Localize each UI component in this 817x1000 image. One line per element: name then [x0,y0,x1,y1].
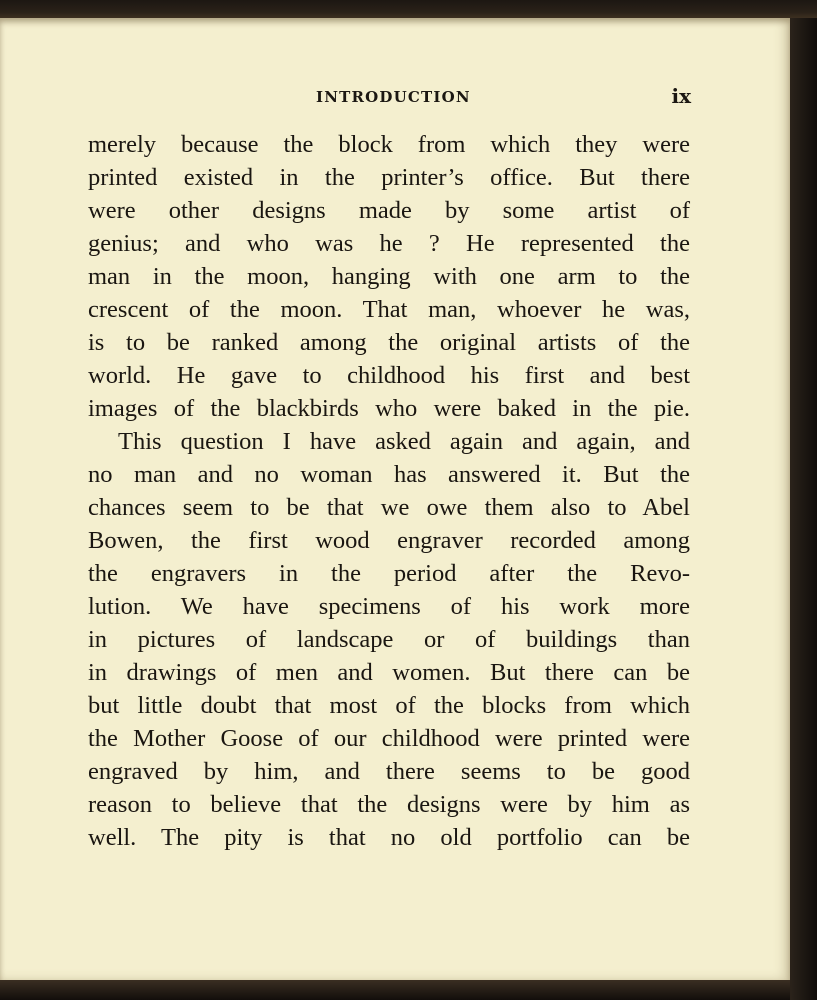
text-line: Bowen, the first wood engraver recorded among [88,527,690,554]
text-line: genius; and who was he ? He represented the [88,230,690,257]
body-text [88,128,690,854]
text-line: engraved by him, and there seems to be good [88,758,690,785]
book-bottom-edge [0,980,790,1000]
text-line: is to be ranked among the original artists of the [88,329,690,356]
text-line: well. The pity is that no old portfolio can be [88,824,690,851]
text-line: in drawings of men and women. But there can be [88,659,690,686]
text-line: world. He gave to childhood his first and best [88,362,690,389]
text-line: the engravers in the period after the Revo- [88,560,690,587]
running-head: INTRODUCTION [316,88,471,106]
text-line: but little doubt that most of the blocks from which [88,692,690,719]
text-line: merely because the block from which they were [88,131,690,158]
page-number: ix [671,84,691,108]
text-line: printed existed in the printer’s office. But there [88,164,690,191]
text-line: images of the blackbirds who were baked in the pie. [88,395,690,422]
page-gutter-shadow [790,18,817,1000]
paragraph-start-line: This question I have asked again and again, and [118,428,690,455]
text-line: reason to believe that the designs were by him as [88,791,690,818]
text-line: lution. We have specimens of his work more [88,593,690,620]
text-line: chances seem to be that we owe them also to Abel [88,494,690,521]
text-line: the Mother Goose of our childhood were printed were [88,725,690,752]
text-line: were other designs made by some artist of [88,197,690,224]
text-line: man in the moon, hanging with one arm to the [88,263,690,290]
text-line: crescent of the moon. That man, whoever he was, [88,296,690,323]
text-line: in pictures of landscape or of buildings than [88,626,690,653]
text-line: no man and no woman has answered it. But the [88,461,690,488]
page-header [88,84,693,114]
